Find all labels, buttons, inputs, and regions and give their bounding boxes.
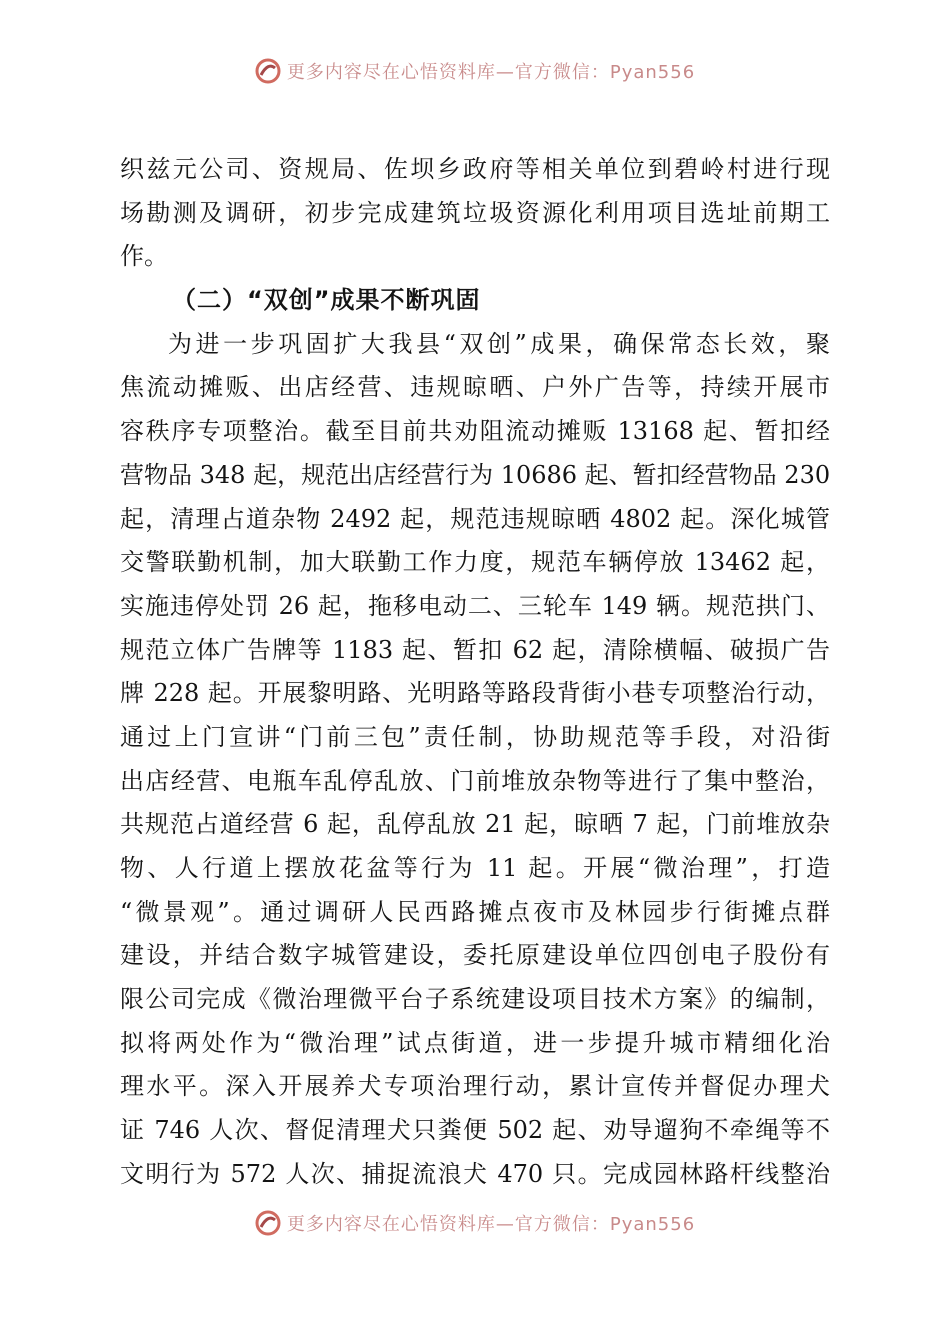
text-line: 拟将两处作为“微治理”试点街道，进一步提升城市精细化治 bbox=[120, 1028, 830, 1057]
text-line: 建设，并结合数字城管建设，委托原建设单位四创电子股份有 bbox=[120, 941, 830, 970]
text-line: 交警联勤机制，加大联勤工作力度，规范车辆停放 13462 起， bbox=[120, 548, 830, 577]
text-line: 场勘测及调研，初步完成建筑垃圾资源化利用项目选址前期工 bbox=[120, 198, 830, 227]
text-line: 理水平。深入开展养犬专项治理行动，累计宣传并督促办理犬 bbox=[120, 1072, 830, 1101]
watermark-footer bbox=[0, 1208, 950, 1238]
watermark-header bbox=[0, 56, 950, 86]
text-line: 通过上门宣讲“门前三包”责任制，协助规范等手段，对沿街 bbox=[120, 722, 830, 751]
text-line: 限公司完成《微治理微平台子系统建设项目技术方案》的编制， bbox=[120, 985, 830, 1014]
brand-swirl-logo-icon bbox=[255, 58, 281, 84]
text-line: 焦流动摊贩、出店经营、违规晾晒、户外广告等，持续开展市 bbox=[120, 373, 830, 402]
text-line: 为进一步巩固扩大我县“双创”成果，确保常态长效，聚 bbox=[168, 329, 830, 358]
text-line: 物、人行道上摆放花盆等行为 11 起。开展“微治理”，打造 bbox=[120, 854, 830, 882]
text-line: 实施违停处罚 26 起，拖移电动二、三轮车 149 辆。规范拱门、 bbox=[120, 591, 830, 620]
brand-swirl-logo-icon bbox=[255, 1210, 281, 1236]
text-line: 作。 bbox=[120, 242, 168, 271]
section-heading: （二）“双创”成果不断巩固 bbox=[172, 286, 481, 315]
text-line: 出店经营、电瓶车乱停乱放、门前堆放杂物等进行了集中整治， bbox=[120, 766, 830, 795]
text-line: 规范立体广告牌等 1183 起、暂扣 62 起，清除横幅、破损广告 bbox=[120, 635, 830, 664]
text-line: 共规范占道经营 6 起，乱停乱放 21 起，晾晒 7 起，门前堆放杂 bbox=[120, 810, 830, 839]
text-line: 文明行为 572 人次、捕捉流浪犬 470 只。完成园林路杆线整治 bbox=[120, 1159, 830, 1188]
text-line: 牌 228 起。开展黎明路、光明路等路段背街小巷专项整治行动， bbox=[120, 679, 830, 708]
text-line: 容秩序专项整治。截至目前共劝阻流动摊贩 13168 起、暂扣经 bbox=[120, 417, 830, 446]
text-line: 起，清理占道杂物 2492 起，规范违规晾晒 4802 起。深化城管 bbox=[120, 504, 830, 533]
document-body bbox=[120, 148, 830, 1197]
text-line: 营物品 348 起，规范出店经营行为 10686 起、暂扣经营物品 230 bbox=[120, 460, 830, 489]
text-line: 证 746 人次、督促清理犬只粪便 502 起、劝导遛狗不牵绳等不 bbox=[120, 1116, 830, 1145]
text-line: 织兹元公司、资规局、佐坝乡政府等相关单位到碧岭村进行现 bbox=[120, 155, 830, 183]
text-line: “微景观”。通过调研人民西路摊点夜市及林园步行街摊点群 bbox=[120, 897, 830, 926]
watermark-text: 更多内容尽在心悟资料库—官方微信：Pyan556 bbox=[286, 1214, 696, 1235]
watermark-text: 更多内容尽在心悟资料库—官方微信：Pyan556 bbox=[286, 62, 696, 83]
